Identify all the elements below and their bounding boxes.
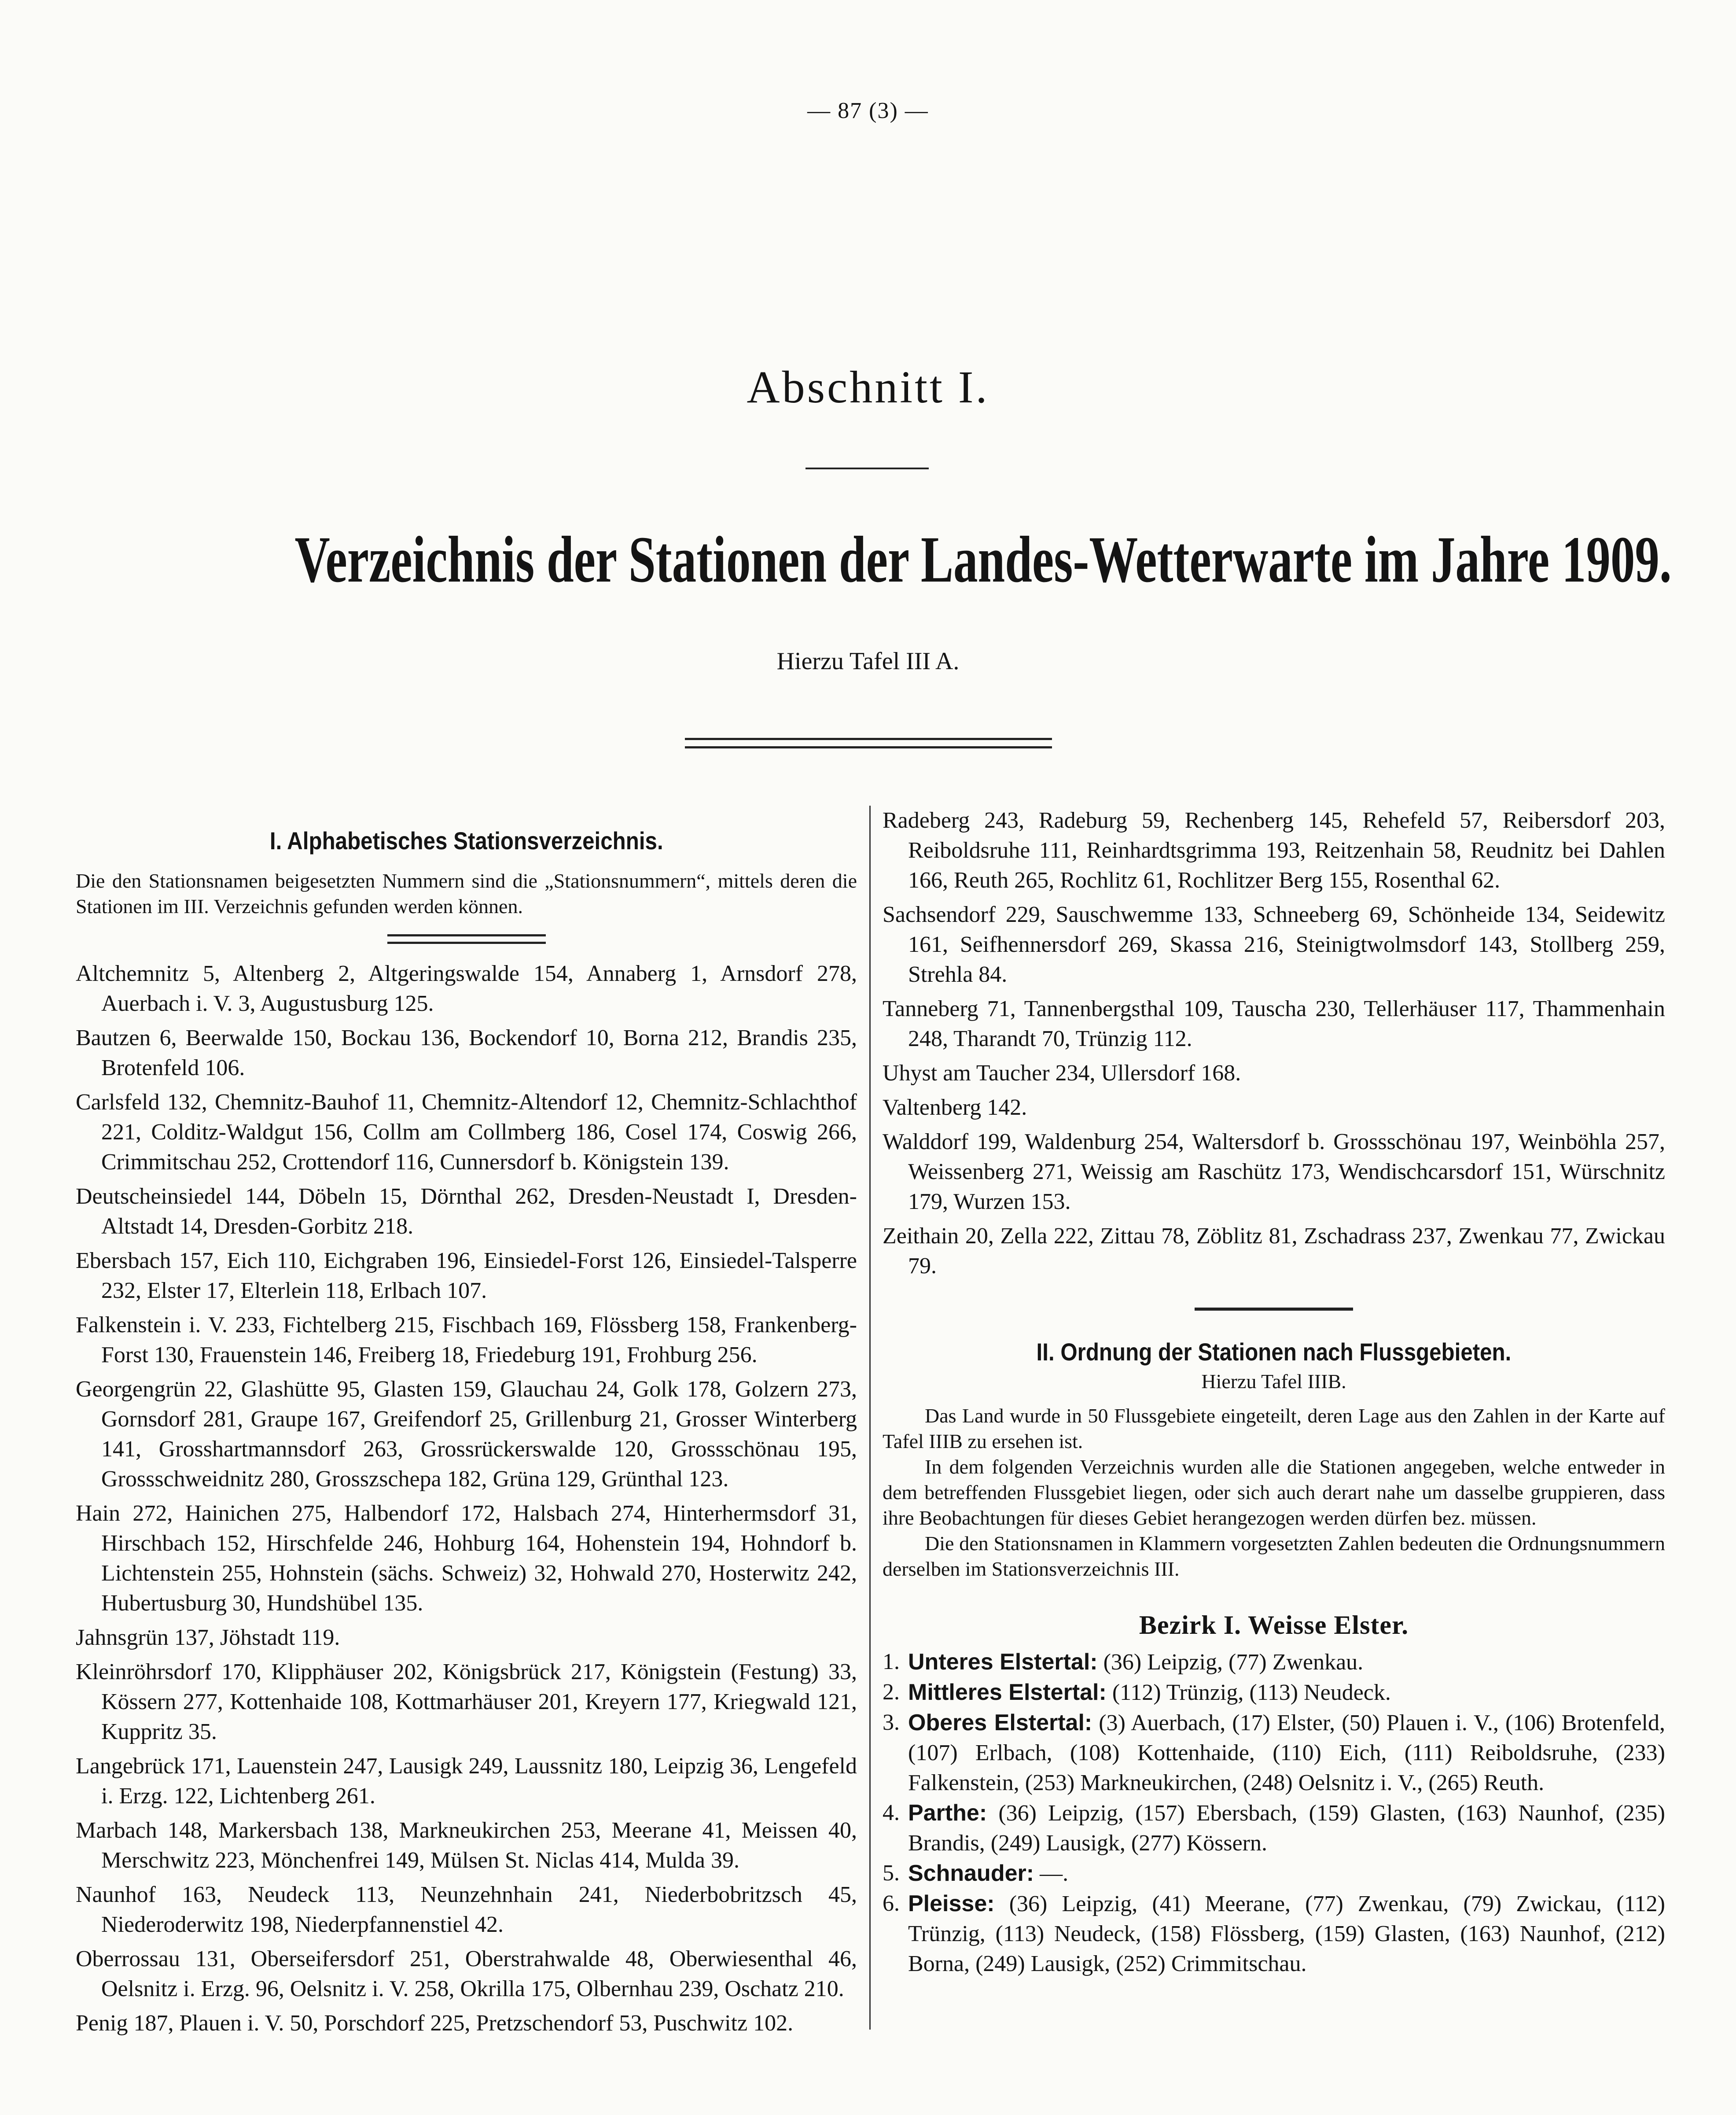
station-entry-v: Valtenberg 142. <box>883 1095 1027 1120</box>
river-area-stations: (36) Leipzig, (41) Meerane, (77) Zwenkau, (79) Zwickau, (112) Trünzig, (113) Neudeck, (158) Flössberg, (159) Glasten, (163) Naunhof, (212) Borna, (249) Lausigk, (252) Crimmitschau. <box>908 1891 1666 1976</box>
left-column <box>76 806 857 2043</box>
station-entry-u: Uhyst am Taucher 234, Ullersdorf 168. <box>883 1061 1241 1086</box>
district-title: Bezirk I. Weisse Elster. <box>1139 1610 1409 1640</box>
part2-paragraph: In dem folgenden Verzeichnis wurden alle die Stationen angegeben, welche entweder in dem betreffenden Flussgebiet liegen, oder sich auch derart nahe um dasselbe gruppieren, dass ihre Beobachtungen für dieses Gebiet herangezogen werden dürfen bez. müssen. <box>883 1455 1665 1529</box>
district-item-text <box>908 1647 1665 1677</box>
station-entry-g: Georgengrün 22, Glashütte 95, Glasten 159, Glauchau 24, Golk 178, Golzern 273, Gornsdorf 281, Graupe 167, Greifendorf 25, Grillenburg 21, Grosser Winterberg 141, Grosshartmannsdorf 263, Grossrückerswalde 120, Grossschönau 195, Grossschweidnitz 280, Grosszschepa 182, Grüna 129, Grünthal 123. <box>76 1377 857 1492</box>
river-area-stations: (3) Auerbach, (17) Elster, (50) Plauen i. V., (106) Brotenfeld, (107) Erlbach, (108) Kottenhaide, (110) Eich, (111) Reiboldsruhe, (233) Falkenstein, (253) Markneukirchen, (248) Oelsnitz i. V., (265) Reuth. <box>908 1710 1665 1795</box>
station-entry-c: Carlsfeld 132, Chemnitz-Bauhof 11, Chemnitz-Altendorf 12, Chemnitz-Schlachthof 221, Colditz-Waldgut 156, Collm am Collmberg 186, Cosel 174, Coswig 266, Crimmitschau 252, Crottendorf 116, Cunnersdorf b. Königstein 139. <box>76 1090 857 1175</box>
river-area-name: Oberes Elstertal: <box>908 1710 1092 1735</box>
station-entry-b: Bautzen 6, Beerwalde 150, Bockau 136, Bockendorf 10, Borna 212, Brandis 235, Brotenfeld 106. <box>76 1025 857 1080</box>
district-item-text <box>908 1858 1665 1889</box>
river-area-name: Pleisse: <box>908 1891 995 1916</box>
district-item <box>883 1647 1665 1677</box>
station-entry-d: Deutscheinsiedel 144, Döbeln 15, Dörnthal 262, Dresden-Neustadt I, Dresden-Altstadt 14, Dresden-Gorbitz 218. <box>76 1184 857 1239</box>
part-separator-rule <box>1195 1308 1353 1311</box>
part2-heading-text: II. Ordnung der Stationen nach Flussgebieten. <box>1036 1338 1512 1366</box>
page-number: — 87 (3) — <box>807 98 929 123</box>
station-entry-r: Radeberg 243, Radeburg 59, Rechenberg 145, Rehefeld 57, Reibersdorf 203, Reiboldsruhe 111, Reinhardtsgrimma 193, Reitzenhain 58, Reudnitz bei Dahlen 166, Reuth 265, Rochlitz 61, Rochlitzer Berg 155, Rosenthal 62. <box>883 808 1665 893</box>
station-entry-f: Falkenstein i. V. 233, Fichtelberg 215, Fischbach 169, Flössberg 158, Frankenberg-Forst 130, Frauenstein 146, Freiberg 18, Friedeburg 191, Frohburg 256. <box>76 1312 857 1367</box>
station-entry-a: Altchemnitz 5, Altenberg 2, Altgeringswalde 154, Annaberg 1, Arnsdorf 278, Auerbach i. V. 3, Augustusburg 125. <box>76 961 857 1016</box>
part2-heading <box>883 1337 1665 1367</box>
station-entry-h: Hain 272, Hainichen 275, Halbendorf 172, Halsbach 274, Hinterhermsdorf 31, Hirschbach 152, Hirschfelde 246, Hohburg 164, Hohenstein 194, Hohndorf b. Lichtenstein 255, Hohnstein (sächs. Schweiz) 32, Hohwald 270, Hosterwitz 242, Hubertusburg 30, Hundshübel 135. <box>76 1501 857 1616</box>
part2-paragraph: Das Land wurde in 50 Flussgebiete eingeteilt, deren Lage aus den Zahlen in der Karte auf Tafel IIIB zu ersehen ist. <box>883 1404 1665 1452</box>
page-title-text: Verzeichnis der Stationen der Landes-Wetterwarte im Jahre 1909. <box>294 523 1672 596</box>
river-area-stations: (36) Leipzig, (157) Ebersbach, (159) Glasten, (163) Naunhof, (235) Brandis, (249) Lausigk, (277) Kössern. <box>908 1801 1665 1856</box>
district-item-number: 5. <box>883 1861 900 1886</box>
station-entry-s: Sachsendorf 229, Sauschwemme 133, Schneeberg 69, Schönheide 134, Seidewitz 161, Seifhennersdorf 269, Skassa 216, Steinigtwolmsdorf 143, Stollberg 259, Strehla 84. <box>883 902 1665 987</box>
station-entry-w: Walddorf 199, Waldenburg 254, Waltersdorf b. Grossschönau 197, Weinböhla 257, Weissenberg 271, Weissig am Raschütz 173, Wendischcarsdorf 151, Würschnitz 179, Wurzen 153. <box>883 1129 1665 1214</box>
double-rule-divider <box>685 738 1052 748</box>
section-heading: Abschnitt I. <box>747 362 989 413</box>
district-item <box>883 1708 1665 1798</box>
river-area-stations: —. <box>1040 1861 1069 1886</box>
river-area-name: Mittleres Elstertal: <box>908 1680 1107 1705</box>
station-index-list-continued <box>883 806 1665 1281</box>
station-entry-z: Zeithain 20, Zella 222, Zittau 78, Zöblitz 81, Zschadrass 237, Zwenkau 77, Zwickau 79. <box>883 1223 1665 1279</box>
district-item-number: 3. <box>883 1710 900 1735</box>
district-list <box>883 1647 1665 1979</box>
part2-paragraph: Die den Stationsnamen in Klammern vorgesetzten Zahlen bedeuten die Ordnungsnummern derselben im Stationsverzeichnis III. <box>883 1532 1665 1580</box>
page-subtitle: Hierzu Tafel III A. <box>776 648 960 675</box>
station-entry-l: Langebrück 171, Lauenstein 247, Lausigk 249, Laussnitz 180, Leipzig 36, Lengefeld i. Erzg. 122, Lichtenberg 261. <box>76 1754 857 1809</box>
district-item-text <box>908 1708 1665 1798</box>
district-item <box>883 1889 1665 1979</box>
district-item-number: 4. <box>883 1800 900 1825</box>
district-item-number: 6. <box>883 1891 900 1916</box>
river-area-stations: (112) Trünzig, (113) Neudeck. <box>1112 1680 1391 1705</box>
station-index-list <box>76 959 857 2038</box>
column-divider <box>869 806 871 2030</box>
part1-heading <box>76 826 857 856</box>
district-item <box>883 1677 1665 1708</box>
district-item-text <box>908 1798 1665 1858</box>
station-entry-m: Marbach 148, Markersbach 138, Markneukirchen 253, Meerane 41, Meissen 40, Merschwitz 223, Mönchenfrei 149, Mülsen St. Niclas 414, Mulda 39. <box>76 1818 857 1873</box>
river-area-name: Schnauder: <box>908 1861 1034 1886</box>
part1-intro: Die den Stationsnamen beigesetzten Nummern sind die „Stationsnummern“, mittels deren die Stationen im III. Verzeichnis gefunden werden können. <box>76 870 857 917</box>
station-entry-t: Tanneberg 71, Tannenbergsthal 109, Tauscha 230, Tellerhäuser 117, Thammenhain 248, Tharandt 70, Trünzig 112. <box>883 996 1665 1051</box>
district-item <box>883 1798 1665 1858</box>
station-entry-n: Naunhof 163, Neudeck 113, Neunzehnhain 241, Niederbobritzsch 45, Niederoderwitz 198, Niederpfannenstiel 42. <box>76 1882 857 1937</box>
station-entry-j: Jahnsgrün 137, Jöhstadt 119. <box>76 1625 340 1650</box>
page-title <box>53 523 1683 596</box>
district-item-number: 1. <box>883 1649 900 1674</box>
part2-subheading: Hierzu Tafel IIIB. <box>1201 1370 1346 1393</box>
station-entry-p: Penig 187, Plauen i. V. 50, Porschdorf 225, Pretzschendorf 53, Puschwitz 102. <box>76 2011 794 2036</box>
river-area-name: Unteres Elstertal: <box>908 1649 1098 1675</box>
station-entry-k: Kleinröhrsdorf 170, Klipphäuser 202, Königsbrück 217, Königstein (Festung) 33, Kössern 277, Kottenhaide 108, Kottmarhäuser 201, Kreyern 177, Kriegwald 121, Kuppritz 35. <box>76 1659 857 1744</box>
right-column <box>883 806 1665 1979</box>
part1-heading-text: I. Alphabetisches Stationsverzeichnis. <box>269 827 663 855</box>
river-area-stations: (36) Leipzig, (77) Zwenkau. <box>1103 1650 1364 1675</box>
river-area-name: Parthe: <box>908 1800 987 1826</box>
short-rule <box>805 468 929 469</box>
district-item-number: 2. <box>883 1680 900 1705</box>
district-item-text <box>908 1677 1665 1708</box>
station-entry-e: Ebersbach 157, Eich 110, Eichgraben 196, Einsiedel-Forst 126, Einsiedel-Talsperre 232, Elster 17, Elterlein 118, Erlbach 107. <box>76 1248 857 1303</box>
part1-intro-rule <box>387 934 546 944</box>
station-entry-o: Oberrossau 131, Oberseifersdorf 251, Oberstrahwalde 48, Oberwiesenthal 46, Oelsnitz i. Erzg. 96, Oelsnitz i. V. 258, Okrilla 175, Olbernhau 239, Oschatz 210. <box>76 1946 857 2001</box>
district-item-text <box>908 1889 1665 1979</box>
district-item <box>883 1858 1665 1889</box>
